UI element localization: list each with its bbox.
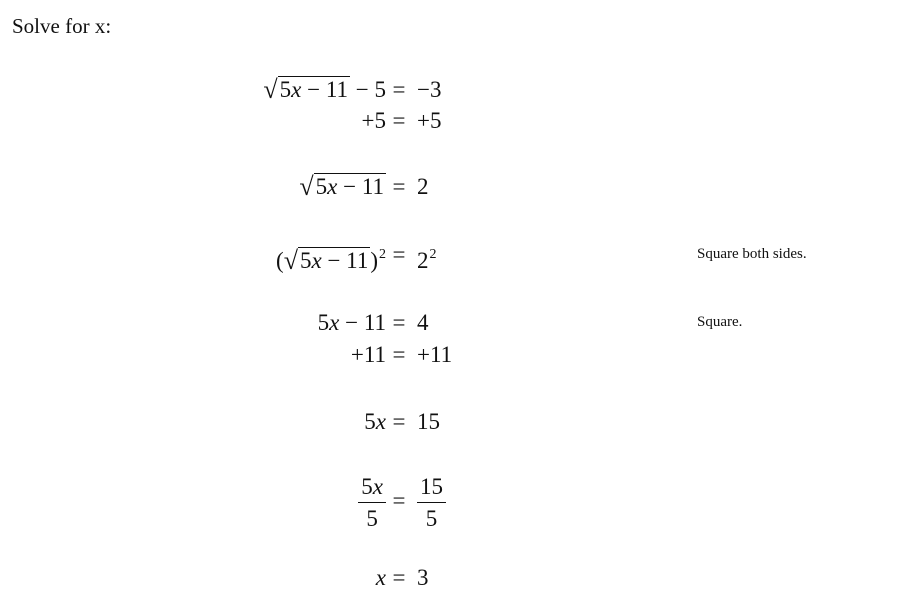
step-1-lhs-tail: − 5 <box>350 77 386 102</box>
step-6-rhs: +11 <box>417 342 453 367</box>
step-4-rhs: $2^2$ <box>417 247 437 273</box>
radical-sign: √ <box>299 172 314 201</box>
step-7-equals: = <box>392 409 406 434</box>
step-8-rhs <box>417 470 446 532</box>
step-2-equals: = <box>392 108 406 133</box>
step-2-equation <box>0 104 908 138</box>
step-4-radical <box>284 244 371 278</box>
step-4-rhs-exponent: 2 <box>429 247 437 262</box>
step-6-lhs: +11 <box>350 342 386 367</box>
step-4-radicand: 5x − 11 <box>299 248 369 273</box>
step-3-radicand: 5x − 11 <box>315 174 384 199</box>
step-4-close-paren: ) <box>370 248 378 273</box>
step-2-lhs: +5 <box>361 108 386 133</box>
step-9-equation <box>0 561 908 595</box>
step-5-lhs: 5x − 11 <box>317 310 386 335</box>
step-3-lhs <box>299 170 386 204</box>
step-9-equals: = <box>392 565 406 590</box>
step-4-open-paren: ( <box>276 248 284 273</box>
step-4-lhs <box>276 238 386 278</box>
step-2-rhs: +5 <box>417 108 442 133</box>
step-3-rhs: 2 <box>417 174 429 199</box>
step-1-lhs <box>263 73 386 107</box>
step-1-radicand: 5x − 11 <box>279 77 349 102</box>
step-7-equation <box>0 405 908 439</box>
step-8-lhs-denominator: 5 <box>366 505 378 531</box>
step-9-lhs: x <box>375 565 386 590</box>
step-8-equals: = <box>392 488 406 513</box>
step-4-equals: = <box>392 242 406 267</box>
step-5-equals: = <box>392 310 406 335</box>
step-6-equation <box>0 338 908 372</box>
step-8-lhs <box>358 470 386 532</box>
step-8-lhs-fraction <box>358 474 386 532</box>
step-7-lhs: 5x <box>364 409 386 434</box>
step-3-equation <box>0 170 908 204</box>
step-8-rhs-fraction <box>417 474 446 532</box>
step-8-rhs-denominator: 5 <box>425 505 438 531</box>
step-8-lhs-numerator: 5x <box>358 474 386 503</box>
step-1-radical <box>263 73 350 107</box>
step-8-rhs-numerator: 15 <box>417 474 446 503</box>
problem-heading: Solve for x: <box>12 14 112 38</box>
step-9-rhs: 3 <box>417 565 429 590</box>
step-5-rhs: 4 <box>417 310 429 335</box>
step-3-radical <box>299 170 386 204</box>
step-5-equation <box>0 306 908 340</box>
step-4-lhs-exponent: 2 <box>379 247 386 262</box>
step-1-equals: = <box>392 77 406 102</box>
step-6-equals: = <box>392 342 406 367</box>
step-3-equals: = <box>392 174 406 199</box>
step-7-rhs: 15 <box>417 409 440 434</box>
step-5-note: Square. <box>697 314 743 330</box>
radical-sign: √ <box>283 246 298 275</box>
step-1-rhs: −3 <box>417 77 442 102</box>
step-4-note: Square both sides. <box>697 246 807 262</box>
step-1-equation <box>0 73 908 107</box>
step-8-equation <box>0 470 908 532</box>
radical-sign: √ <box>263 75 278 104</box>
